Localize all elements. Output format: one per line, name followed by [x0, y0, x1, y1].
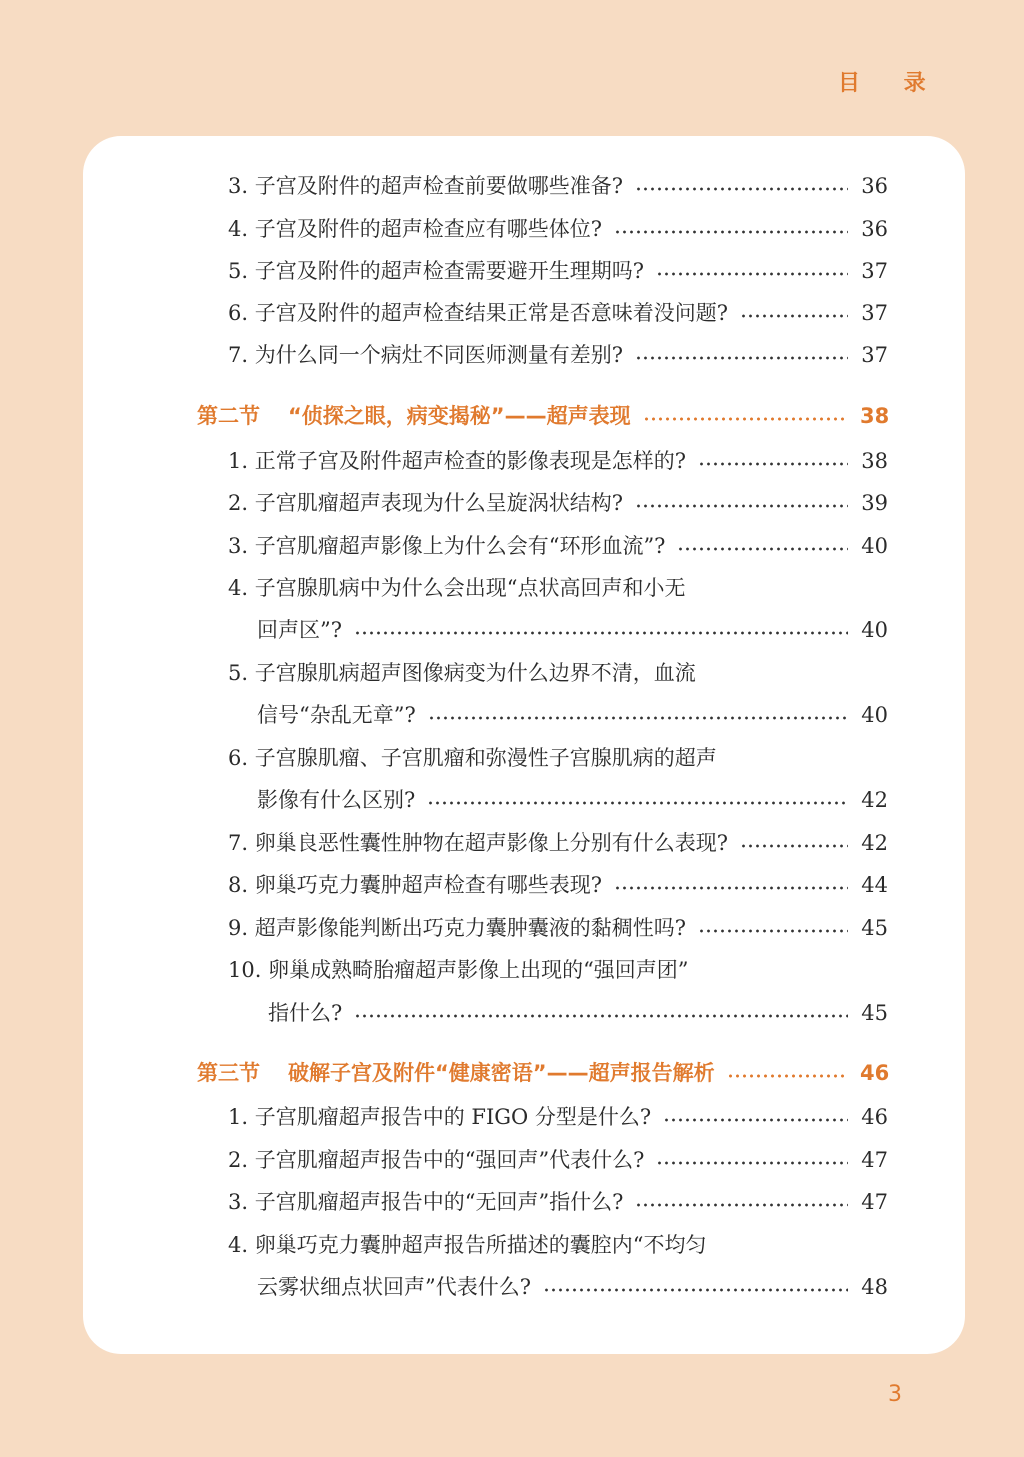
toc-entry-title: 3. 子宫及附件的超声检查前要做哪些准备? — [228, 174, 623, 198]
dot-leader — [656, 1143, 848, 1177]
toc-entry[interactable] — [228, 296, 888, 330]
toc-entry-first-line[interactable] — [228, 1228, 888, 1262]
toc-entry-title: 5. 子宫及附件的超声检查需要避开生理期吗? — [228, 259, 644, 283]
dot-leader — [614, 212, 848, 246]
toc-entry[interactable] — [257, 1270, 888, 1304]
toc-entry[interactable] — [228, 444, 888, 478]
toc-entry-title-cont: 信号“杂乱无章”? — [257, 703, 416, 727]
dot-leader — [635, 169, 848, 203]
dot-leader — [614, 868, 848, 902]
dot-leader — [740, 296, 848, 330]
toc-entry[interactable] — [228, 868, 888, 902]
toc-entry-title-cont: 云雾状细点状回声”代表什么? — [257, 1275, 531, 1299]
page-number: 3 — [888, 1382, 902, 1407]
toc-entry-title: 4. 子宫及附件的超声检查应有哪些体位? — [228, 217, 602, 241]
toc-entry-title-cont: 影像有什么区别? — [257, 788, 416, 812]
toc-entry-page: 47 — [861, 1148, 888, 1172]
section-title: 破解子宫及附件“健康密语”——超声报告解析 — [288, 1061, 715, 1085]
toc-entry[interactable] — [228, 486, 888, 520]
toc-entry[interactable] — [228, 169, 888, 203]
dot-leader — [635, 1185, 848, 1219]
toc-entry-page: 44 — [861, 873, 888, 897]
toc-entry[interactable] — [228, 254, 888, 288]
toc-entry-title: 2. 子宫肌瘤超声表现为什么呈旋涡状结构? — [228, 491, 623, 515]
toc-entry-page: 37 — [861, 343, 888, 367]
toc-entry-title: 1. 子宫肌瘤超声报告中的 FIGO 分型是什么? — [228, 1105, 652, 1129]
toc-entry-title: 2. 子宫肌瘤超声报告中的“强回声”代表什么? — [228, 1148, 645, 1172]
toc-entry-first-line[interactable] — [228, 953, 888, 987]
dot-leader — [354, 613, 848, 647]
dot-leader — [663, 1100, 848, 1134]
toc-entry-page: 46 — [861, 1105, 888, 1129]
toc-entry-title: 5. 子宫腺肌病超声图像病变为什么边界不清，血流 — [228, 661, 696, 685]
toc-entry-first-line[interactable] — [228, 656, 888, 690]
section-title: “侦探之眼，病变揭秘”——超声表现 — [288, 404, 631, 428]
toc-entry-title: 8. 卵巢巧克力囊肿超声检查有哪些表现? — [228, 873, 602, 897]
section-page: 46 — [860, 1061, 890, 1085]
toc-section-heading[interactable] — [197, 399, 888, 433]
toc-entry[interactable] — [268, 996, 888, 1030]
dot-leader — [656, 254, 848, 288]
toc-section-heading[interactable] — [197, 1056, 888, 1090]
toc-entry[interactable] — [228, 1185, 888, 1219]
dot-leader — [635, 486, 848, 520]
toc-entry-first-line[interactable] — [228, 571, 888, 605]
toc-entry[interactable] — [228, 212, 888, 246]
toc-entry-page: 40 — [861, 703, 888, 727]
toc-entry-page: 40 — [861, 618, 888, 642]
toc-entry-page: 40 — [861, 534, 888, 558]
toc-entry[interactable] — [228, 338, 888, 372]
toc-entry-page: 39 — [861, 491, 888, 515]
toc-entry-title: 7. 卵巢良恶性囊性肿物在超声影像上分别有什么表现? — [228, 831, 728, 855]
toc-entry-title: 7. 为什么同一个病灶不同医师测量有差别? — [228, 343, 623, 367]
toc-entry[interactable] — [228, 911, 888, 945]
dot-leader — [354, 996, 848, 1030]
dot-leader — [643, 399, 848, 433]
toc-entry-title: 10. 卵巢成熟畸胎瘤超声影像上出现的“强回声团” — [228, 958, 689, 982]
toc-entry-title: 4. 卵巢巧克力囊肿超声报告所描述的囊腔内“不均匀 — [228, 1233, 707, 1257]
toc-entry-title: 6. 子宫腺肌瘤、子宫肌瘤和弥漫性子宫腺肌病的超声 — [228, 746, 717, 770]
toc-entry-title: 9. 超声影像能判断出巧克力囊肿囊液的黏稠性吗? — [228, 916, 686, 940]
section-number: 第三节 — [197, 1061, 260, 1085]
toc-entry-page: 47 — [861, 1190, 888, 1214]
toc-entry-title: 1. 正常子宫及附件超声检查的影像表现是怎样的? — [228, 449, 686, 473]
page-header-title: 目 录 — [838, 71, 944, 96]
dot-leader — [543, 1270, 848, 1304]
toc-entry[interactable] — [228, 1100, 888, 1134]
dot-leader — [698, 444, 848, 478]
toc-entry-page: 45 — [861, 916, 888, 940]
toc-entry-page: 36 — [861, 174, 888, 198]
section-number: 第二节 — [197, 404, 260, 428]
toc-entry-page: 48 — [861, 1275, 888, 1299]
dot-leader — [428, 698, 848, 732]
toc-entry-page: 37 — [861, 301, 888, 325]
toc-entry-title-cont: 回声区”? — [257, 618, 342, 642]
dot-leader — [677, 529, 848, 563]
toc-entry-page: 36 — [861, 217, 888, 241]
dot-leader — [427, 783, 848, 817]
toc-entry[interactable] — [228, 826, 888, 860]
dot-leader — [727, 1056, 848, 1090]
section-page: 38 — [860, 404, 890, 428]
toc-entry[interactable] — [228, 529, 888, 563]
toc-entry-page: 42 — [861, 788, 888, 812]
toc-entry-first-line[interactable] — [228, 741, 888, 775]
toc-entry-page: 38 — [861, 449, 888, 473]
toc-entry[interactable] — [228, 1143, 888, 1177]
toc-entry[interactable] — [257, 783, 888, 817]
toc-entry-title: 4. 子宫腺肌病中为什么会出现“点状高回声和小无 — [228, 576, 686, 600]
toc-entry[interactable] — [257, 698, 888, 732]
toc-entry-page: 45 — [861, 1001, 888, 1025]
toc-entry-title: 3. 子宫肌瘤超声影像上为什么会有“环形血流”? — [228, 534, 666, 558]
dot-leader — [698, 911, 848, 945]
toc-entry-page: 42 — [861, 831, 888, 855]
toc-entry-title: 3. 子宫肌瘤超声报告中的“无回声”指什么? — [228, 1190, 624, 1214]
toc-entry[interactable] — [257, 613, 888, 647]
dot-leader — [740, 826, 848, 860]
toc-entry-page: 37 — [861, 259, 888, 283]
dot-leader — [635, 338, 848, 372]
toc-entry-title-cont: 指什么? — [268, 1001, 343, 1025]
toc-entry-title: 6. 子宫及附件的超声检查结果正常是否意味着没问题? — [228, 301, 728, 325]
